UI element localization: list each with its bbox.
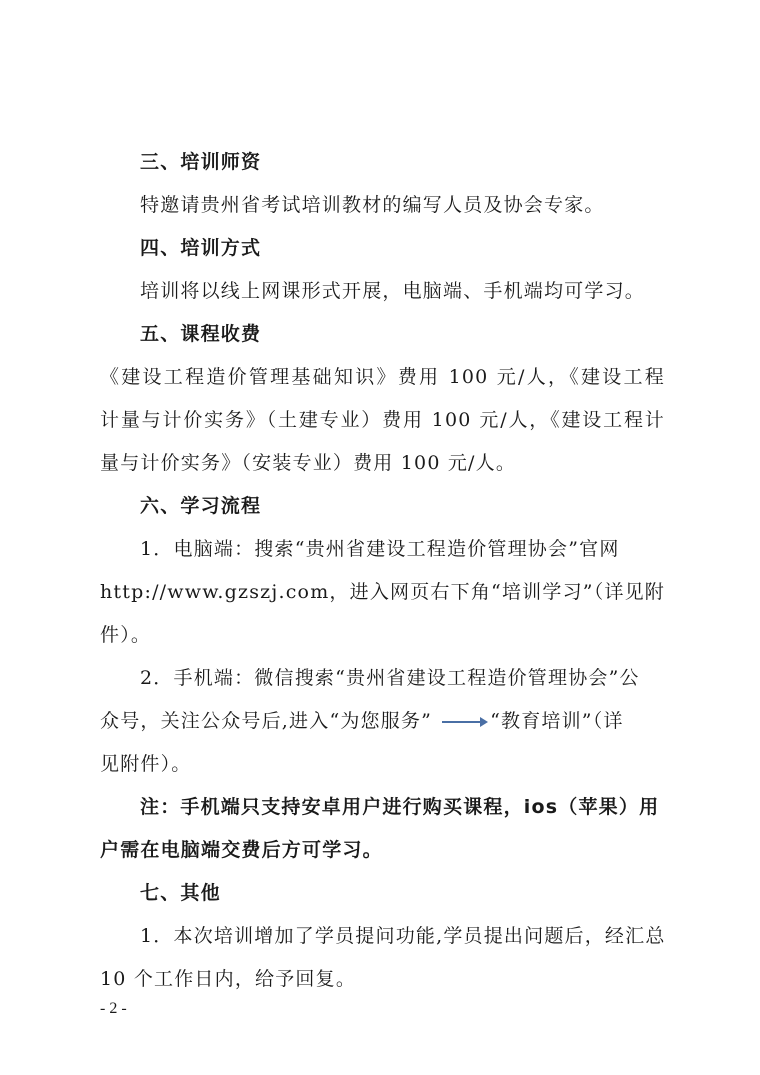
section-7-title: 七、其他: [140, 882, 221, 904]
section-6-title: 六、学习流程: [140, 495, 262, 517]
section-6-item-2-line-2-start: 众号，关注公众号后,进入“为您服务”: [100, 710, 433, 732]
section-7-item-1-line-2: 10 个工作日内，给予回复。: [100, 968, 357, 990]
section-6-item-1-line-1: 1．电脑端：搜索“贵州省建设工程造价管理协会”官网: [140, 538, 620, 560]
section-6-item-2-line-2: [100, 709, 624, 733]
section-4-body: 培训将以线上网课形式开展，电脑端、手机端均可学习。: [140, 280, 646, 302]
section-7-item-1-line-1: 1．本次培训增加了学员提问功能,学员提出问题后，经汇总: [140, 925, 666, 947]
section-6-item-1-line-3: 件）。: [100, 624, 152, 646]
section-6-item-2-line-3: 见附件）。: [100, 753, 192, 775]
section-4-title: 四、培训方式: [140, 237, 262, 259]
right-arrow-icon: [442, 721, 486, 723]
section-6-item-1-line-2: http://www.gzszj.com，进入网页右下角“培训学习”（详见附: [100, 581, 665, 603]
section-5-title: 五、课程收费: [140, 323, 262, 345]
section-5-line-3: 量与计价实务》（安装专业）费用 100 元/人。: [100, 452, 517, 474]
note-line-2: 户需在电脑端交费后方可学习。: [100, 839, 383, 861]
section-6-item-2-line-1: 2．手机端：微信搜索“贵州省建设工程造价管理协会”公: [140, 667, 640, 689]
section-3-title: 三、培训师资: [140, 151, 262, 173]
section-6-item-2-line-2-end: “教育培训”（详: [490, 710, 624, 732]
page-number: - 2 -: [100, 1000, 127, 1017]
note-line-1: 注：手机端只支持安卓用户进行购买课程，ios（苹果）用: [140, 796, 660, 818]
section-3-body: 特邀请贵州省考试培训教材的编写人员及协会专家。: [140, 194, 605, 216]
section-5-line-2: 计量与计价实务》（土建专业）费用 100 元/人，《建设工程计: [100, 409, 665, 431]
section-5-line-1: 《建设工程造价管理基础知识》费用 100 元/人，《建设工程: [100, 366, 665, 388]
